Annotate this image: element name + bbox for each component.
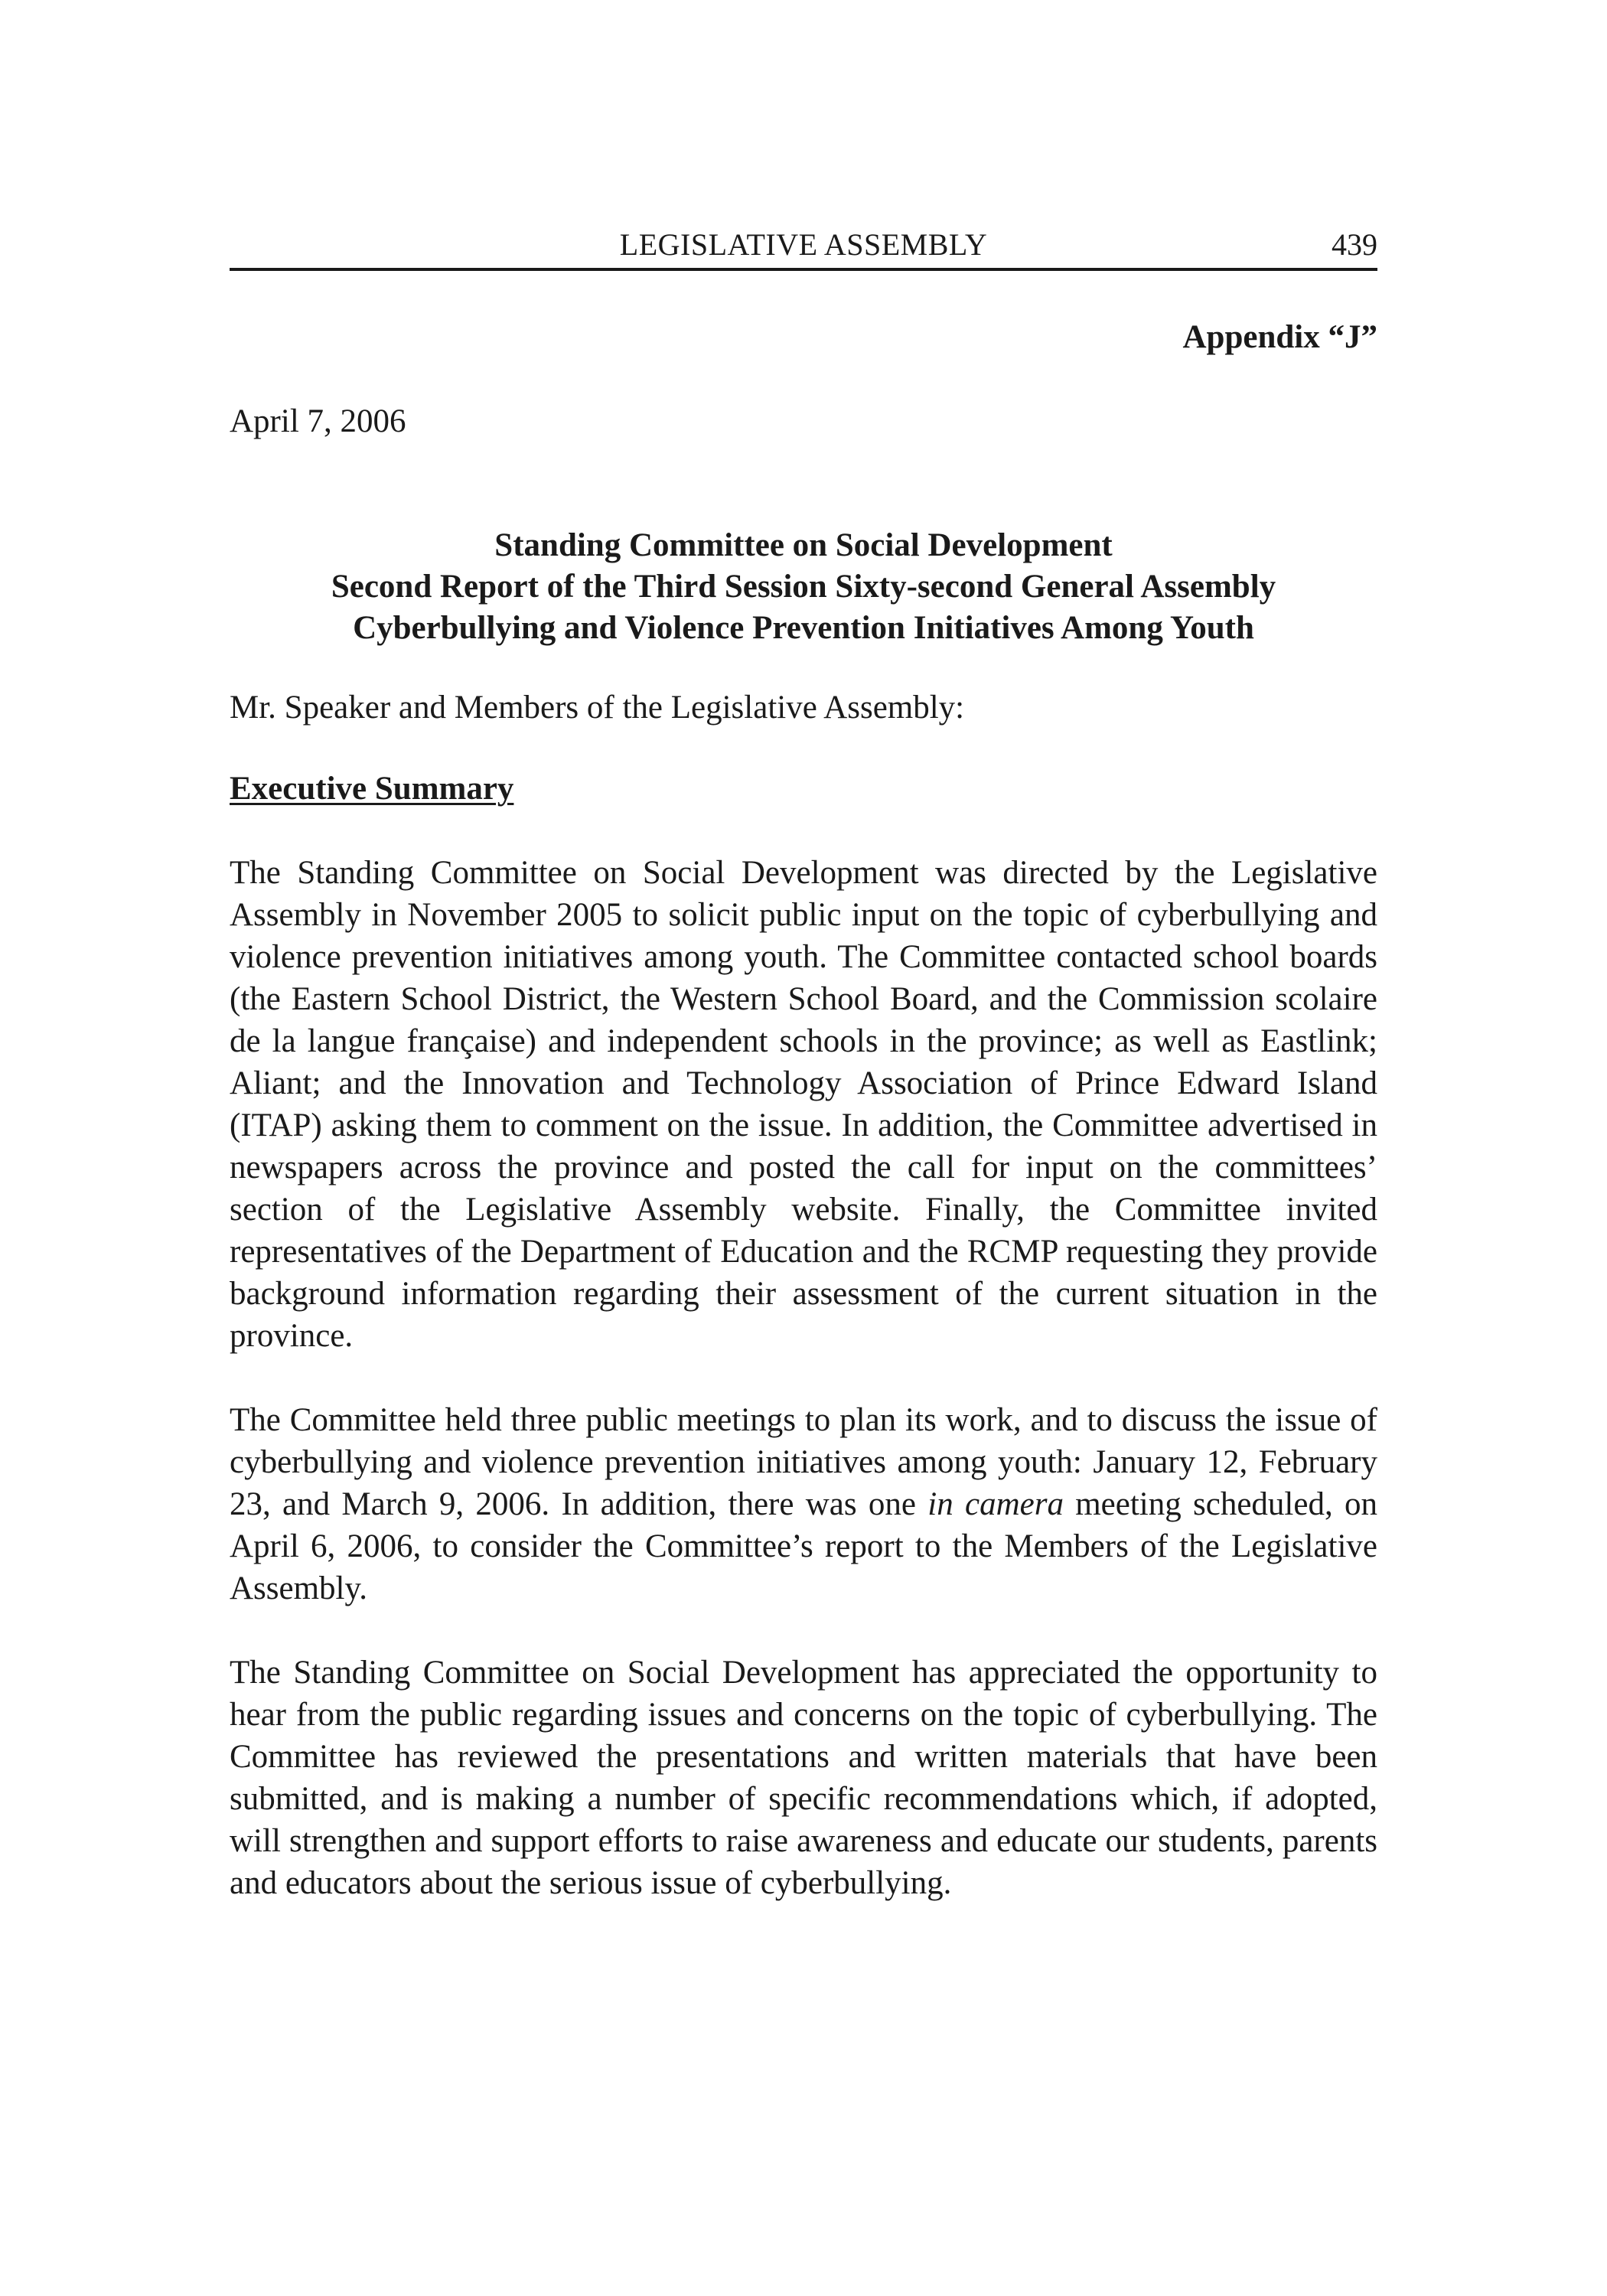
appendix-label: Appendix “J” — [1182, 319, 1377, 355]
report-title-line-2: Second Report of the Third Session Sixty-second General Assembly — [331, 569, 1276, 605]
report-date: April 7, 2006 — [230, 403, 406, 439]
paragraph-3: The Standing Committee on Social Development has appreciated the opportunity to hear from the public regarding issues and concerns on the topic of cyberbullying. The Committee has reviewed the presentations and written materials that have been submitted, and is making a number of specific recommendations which, if adopted, will strengthen and support efforts to raise awareness and educate our students, parents and educators about the serious issue of cyberbullying. — [230, 1655, 1377, 1901]
paragraph-1: The Standing Committee on Social Development was directed by the Legislative Assembly in November 2005 to solicit public input on the topic of cyberbullying and violence prevention initiatives among youth. The Committee contacted school boards (the Eastern School District, the Western School Board, and the Commission scolaire de la langue française) and independent schools in the province; as well as Eastlink; Aliant; and the Innovation and Technology Association of Prince Edward Island (ITAP) asking them to comment on the issue. In addition, the Committee advertised in newspapers across the province and posted the call for input on the committees’ section of the Legislative Assembly website. Finally, the Committee invited representatives of the Department of Education and the RCMP requesting they provide background information regarding their assessment of the current situation in the province. — [230, 855, 1377, 1354]
section-heading-executive-summary: Executive Summary — [230, 771, 514, 807]
report-title — [230, 525, 1377, 649]
running-header — [230, 222, 1377, 271]
paragraph-2-text-end: meeting scheduled, on April 6, 2006, to consider the Committee’s report to the Members of the Legislative Assembly. — [230, 1486, 1377, 1606]
page-number: 439 — [1332, 227, 1377, 262]
paragraph-2-text-start: The Committee held three public meetings to plan its work, and to discuss the issue of cyberbullying and violence prevention initiatives among youth: January 12, February 23, and March 9, 2006. In addition, there was one — [230, 1402, 1377, 1522]
document-page — [230, 222, 1377, 1937]
salutation: Mr. Speaker and Members of the Legislative Assembly: — [230, 690, 965, 726]
paragraph-2 — [230, 1399, 1377, 1609]
header-title: LEGISLATIVE ASSEMBLY — [619, 227, 988, 262]
report-title-line-1: Standing Committee on Social Development — [494, 527, 1113, 563]
report-title-line-3: Cyberbullying and Violence Prevention Initiatives Among Youth — [353, 610, 1254, 646]
paragraph-2-italic: in camera — [927, 1486, 1064, 1522]
